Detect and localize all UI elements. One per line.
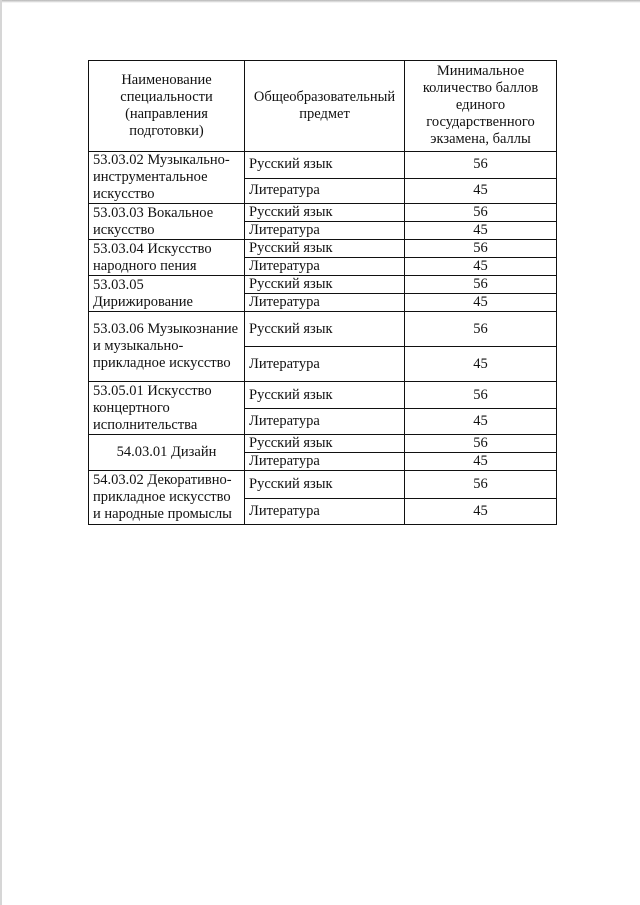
specialty-cell: 53.03.05 Дирижирование [89,276,245,312]
score-cell: 45 [405,453,557,471]
subject-cell: Русский язык [245,152,405,179]
specialty-cell: 54.03.02 Декоративно-прикладное искусство и народные промыслы [89,471,245,525]
specialty-cell: 54.03.01 Дизайн [89,435,245,471]
specialty-cell: 53.03.03 Вокальное искусство [89,204,245,240]
subject-cell: Русский язык [245,312,405,347]
subject-cell: Литература [245,258,405,276]
subject-cell: Литература [245,499,405,525]
table-row [89,276,557,294]
subject-cell: Русский язык [245,435,405,453]
subject-cell: Русский язык [245,382,405,409]
subject-cell: Русский язык [245,471,405,499]
subject-cell: Литература [245,178,405,204]
page-edge-left [0,0,2,905]
subject-cell: Литература [245,409,405,435]
score-cell: 56 [405,435,557,453]
subject-cell: Русский язык [245,276,405,294]
score-cell: 45 [405,499,557,525]
score-cell: 45 [405,347,557,382]
score-cell: 56 [405,471,557,499]
score-cell: 45 [405,178,557,204]
header-row [89,61,557,152]
page-edge [0,0,640,3]
table-row [89,382,557,409]
score-cell: 45 [405,294,557,312]
subject-cell: Русский язык [245,204,405,222]
score-cell: 56 [405,276,557,294]
header-specialty: Наименование специальности (направления подготовки) [89,61,245,152]
subject-cell: Литература [245,453,405,471]
specialty-cell: 53.03.04 Искусство народного пения [89,240,245,276]
specialty-cell: 53.05.01 Искусство концертного исполнительства [89,382,245,435]
table-row [89,152,557,179]
exam-scores-table [88,60,557,525]
score-cell: 45 [405,222,557,240]
table-row [89,204,557,222]
score-cell: 56 [405,382,557,409]
specialty-cell: 53.03.02 Музыкально-инструментальное искусство [89,152,245,204]
specialty-cell: 53.03.06 Музыкознание и музыкально-прикладное искусство [89,312,245,382]
subject-cell: Литература [245,222,405,240]
score-cell: 56 [405,204,557,222]
table-body [89,152,557,525]
header-min-score: Минимальное количество баллов единого государственного экзамена, баллы [405,61,557,152]
subject-cell: Литература [245,294,405,312]
table-row [89,471,557,499]
score-cell: 56 [405,240,557,258]
table-row [89,312,557,347]
table-row [89,435,557,453]
table-row [89,240,557,258]
subject-cell: Литература [245,347,405,382]
subject-cell: Русский язык [245,240,405,258]
score-cell: 56 [405,312,557,347]
table-header [89,61,557,152]
score-cell: 45 [405,409,557,435]
score-cell: 56 [405,152,557,179]
header-subject: Общеобразовательный предмет [245,61,405,152]
score-cell: 45 [405,258,557,276]
